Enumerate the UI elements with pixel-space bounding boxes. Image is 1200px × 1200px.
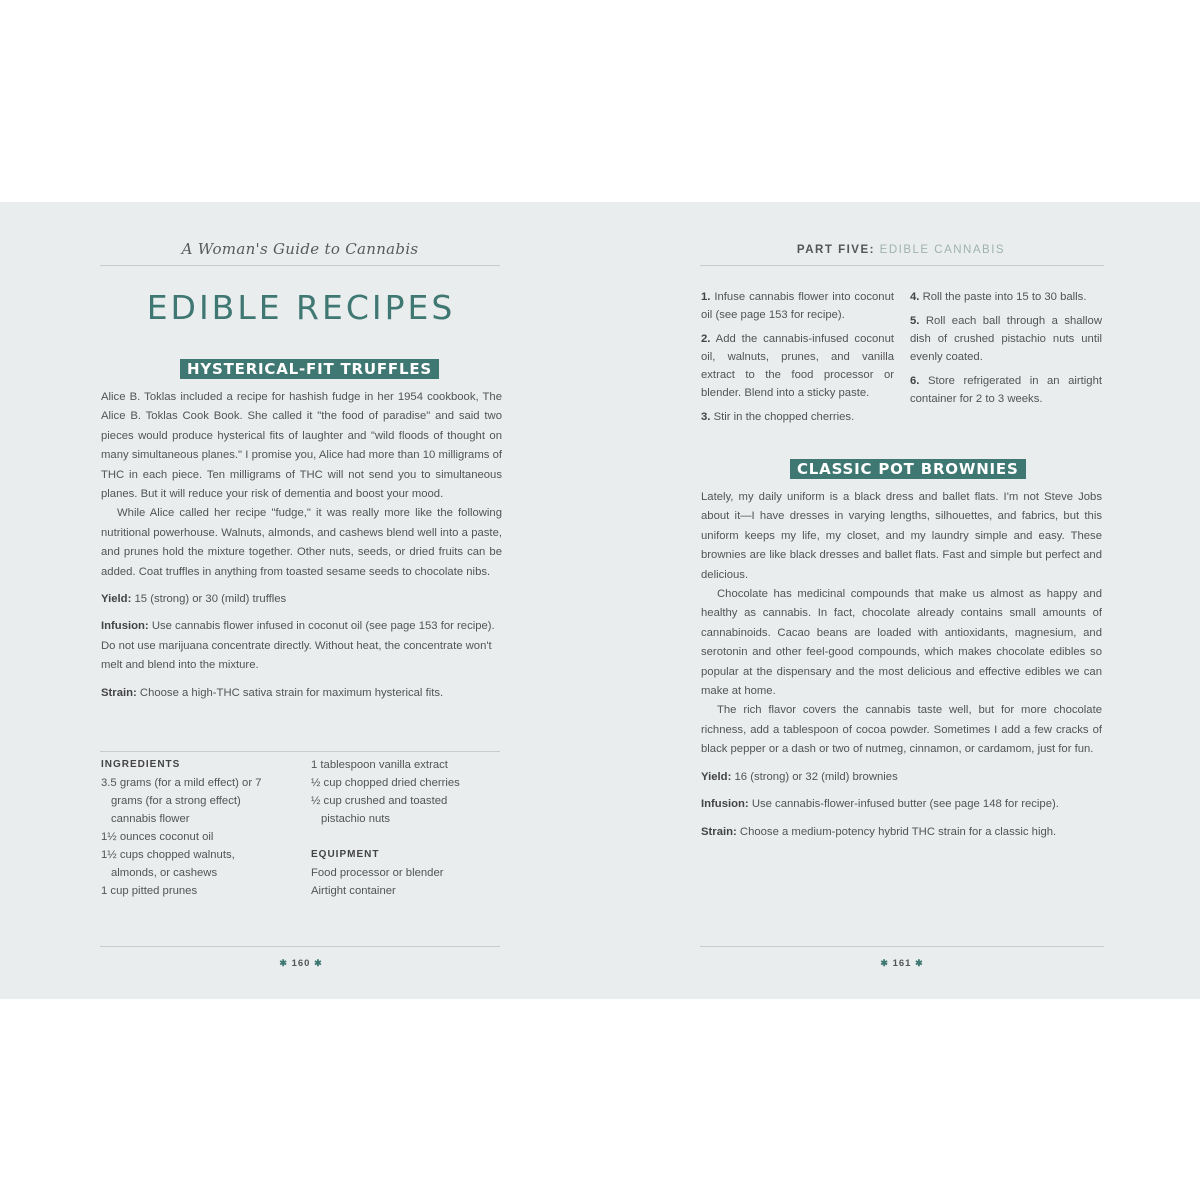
star-ornament-icon: ✱: [915, 958, 924, 968]
strain-text: Choose a high-THC sativa strain for maximum hysterical fits.: [139, 686, 444, 699]
infusion-text: Use cannabis flower infused in coconut oil (see page 153 for recipe). Do not use marijuana concentrate directly. Without heat, the concentrate won't melt and blend into the mixture.: [101, 620, 495, 672]
intro-paragraph: While Alice called her recipe "fudge," it was really more like the following nutritional powerhouse. Walnuts, almonds, and cashews blend well into a paste, and prunes hold the mixture together. Other nuts, seeds, or dried fruits can be added. Coat truffles in anything from toasted sesame seeds to chocolate nibs.: [101, 507, 502, 578]
step-text: Stir in the chopped cherries.: [713, 411, 855, 423]
step-text: Roll the paste into 15 to 30 balls.: [922, 291, 1087, 303]
page-number: [270, 958, 332, 969]
strain-line: [701, 823, 1102, 842]
ingredient-item: 1½ ounces coconut oil: [101, 831, 214, 843]
footer-rule: [100, 946, 500, 947]
step-item: [701, 330, 894, 402]
step-item: [910, 372, 1102, 408]
running-head: A Woman's Guide to Cannabis: [181, 240, 419, 258]
ingredients-rule: [100, 751, 500, 752]
yield-text: 16 (strong) or 32 (mild) brownies: [734, 770, 898, 783]
recipe-title-banner: HYSTERICAL-FIT TRUFFLES: [180, 359, 439, 379]
yield-line: [101, 590, 502, 609]
header-rule: [700, 265, 1104, 266]
step-number: 2.: [701, 333, 711, 345]
yield-line: [701, 768, 1102, 787]
step-text: Add the cannabis-infused coconut oil, walnuts, prunes, and vanilla extract to the food processor or blender. Blend into a sticky paste.: [701, 333, 894, 399]
chapter-title: EDIBLE RECIPES: [146, 288, 456, 327]
infusion-line: [701, 795, 1102, 814]
part-label: PART FIVE:: [796, 244, 875, 256]
intro-paragraph: Lately, my daily uniform is a black dress and ballet flats. I'm not Steve Jobs about it—I have dresses in varying lengths, silhouettes, and fabrics, but this uniform keeps my life, my closet, and my laundry simple and easy. These brownies are like black dresses and ballet flats. Fast and simple but perfect and delicious.: [701, 491, 1102, 581]
equipment-heading: EQUIPMENT: [311, 849, 380, 860]
running-head: [700, 244, 1102, 256]
header-rule: [100, 265, 500, 266]
page-number: [871, 958, 933, 969]
step-text: Store refrigerated in an airtight container for 2 to 3 weeks.: [910, 375, 1103, 405]
book-spread: [0, 202, 1200, 999]
step-item: [701, 408, 894, 426]
strain-text: Choose a medium-potency hybrid THC strain for a classic high.: [739, 825, 1057, 838]
star-ornament-icon: ✱: [279, 958, 288, 968]
ingredient-item: 1½ cups chopped walnuts, almonds, or cashews: [101, 849, 235, 879]
recipe-body: [101, 388, 502, 703]
infusion-text: Use cannabis-flower-infused butter (see page 148 for recipe).: [751, 798, 1059, 811]
step-item: [910, 288, 1102, 306]
intro-paragraph: Chocolate has medicinal compounds that make us almost as happy and healthy as cannabis. In fact, chocolate already contains small amounts of cannabinoids. Cacao beans are loaded with antioxidants, magnesium, and serotonin and other feel-good compounds, which makes chocolate edibles so popular at the dispensary and the most delicious and effective edibles we can make at home.: [701, 588, 1102, 698]
ingredient-item: 1 tablespoon vanilla extract: [311, 759, 448, 771]
page-number-text: 160: [291, 958, 311, 969]
intro-paragraph: The rich flavor covers the cannabis taste well, but for more chocolate richness, add a tablespoon of cocoa powder. Sometimes I add a few cracks of black pepper or a dash or two of nutmeg, cinnamon, or cardamom, just for fun.: [701, 704, 1102, 756]
star-ornament-icon: ✱: [880, 958, 889, 968]
footer-rule: [700, 946, 1104, 947]
equipment-item: Airtight container: [311, 885, 396, 897]
ingredients-column-2: [311, 756, 491, 900]
step-text: Infuse cannabis flower into coconut oil (see page 153 for recipe).: [701, 291, 894, 321]
step-number: 6.: [910, 375, 920, 387]
step-item: [701, 288, 894, 324]
strain-label: Strain:: [101, 686, 137, 699]
infusion-line: [101, 617, 502, 675]
recipe-title-banner: CLASSIC POT BROWNIES: [790, 459, 1026, 479]
strain-line: [101, 684, 502, 703]
steps-column-2: [910, 288, 1102, 414]
ingredient-item: ½ cup crushed and toasted pistachio nuts: [311, 795, 448, 825]
step-number: 5.: [910, 315, 920, 327]
page-number-text: 161: [892, 958, 912, 969]
step-number: 4.: [910, 291, 920, 303]
intro-paragraph: Alice B. Toklas included a recipe for hashish fudge in her 1954 cookbook, The Alice B. Toklas Cook Book. She called it "the food of paradise" and said two pieces would produce hysterical fits of laughter and "wild floods of thought on many simultaneous planes." I promise you, Alice had more than 10 milligrams of THC in each piece. Ten milligrams of THC will not send you to simultaneous planes. But it will reduce your risk of dementia and boost your mood.: [101, 391, 502, 501]
ingredients-column-1: [101, 756, 276, 900]
star-ornament-icon: ✱: [314, 958, 323, 968]
part-title: EDIBLE CANNABIS: [879, 244, 1006, 256]
yield-label: Yield:: [701, 770, 732, 783]
infusion-label: Infusion:: [101, 620, 149, 633]
recipe-body: [701, 488, 1102, 842]
ingredient-item: 1 cup pitted prunes: [101, 885, 198, 897]
ingredients-heading: INGREDIENTS: [101, 759, 181, 770]
steps-column-1: [701, 288, 894, 432]
ingredient-item: ½ cup chopped dried cherries: [311, 777, 460, 789]
step-number: 1.: [701, 291, 711, 303]
right-page: [600, 202, 1200, 999]
yield-label: Yield:: [101, 593, 132, 606]
step-text: Roll each ball through a shallow dish of crushed pistachio nuts until evenly coated.: [910, 315, 1103, 363]
step-item: [910, 312, 1102, 366]
strain-label: Strain:: [701, 825, 737, 838]
equipment-item: Food processor or blender: [311, 867, 444, 879]
step-number: 3.: [701, 411, 711, 423]
left-page: [0, 202, 600, 999]
yield-text: 15 (strong) or 30 (mild) truffles: [134, 593, 287, 606]
infusion-label: Infusion:: [701, 798, 749, 811]
ingredient-item: 3.5 grams (for a mild effect) or 7 grams (for a strong effect) cannabis flower: [101, 777, 262, 825]
